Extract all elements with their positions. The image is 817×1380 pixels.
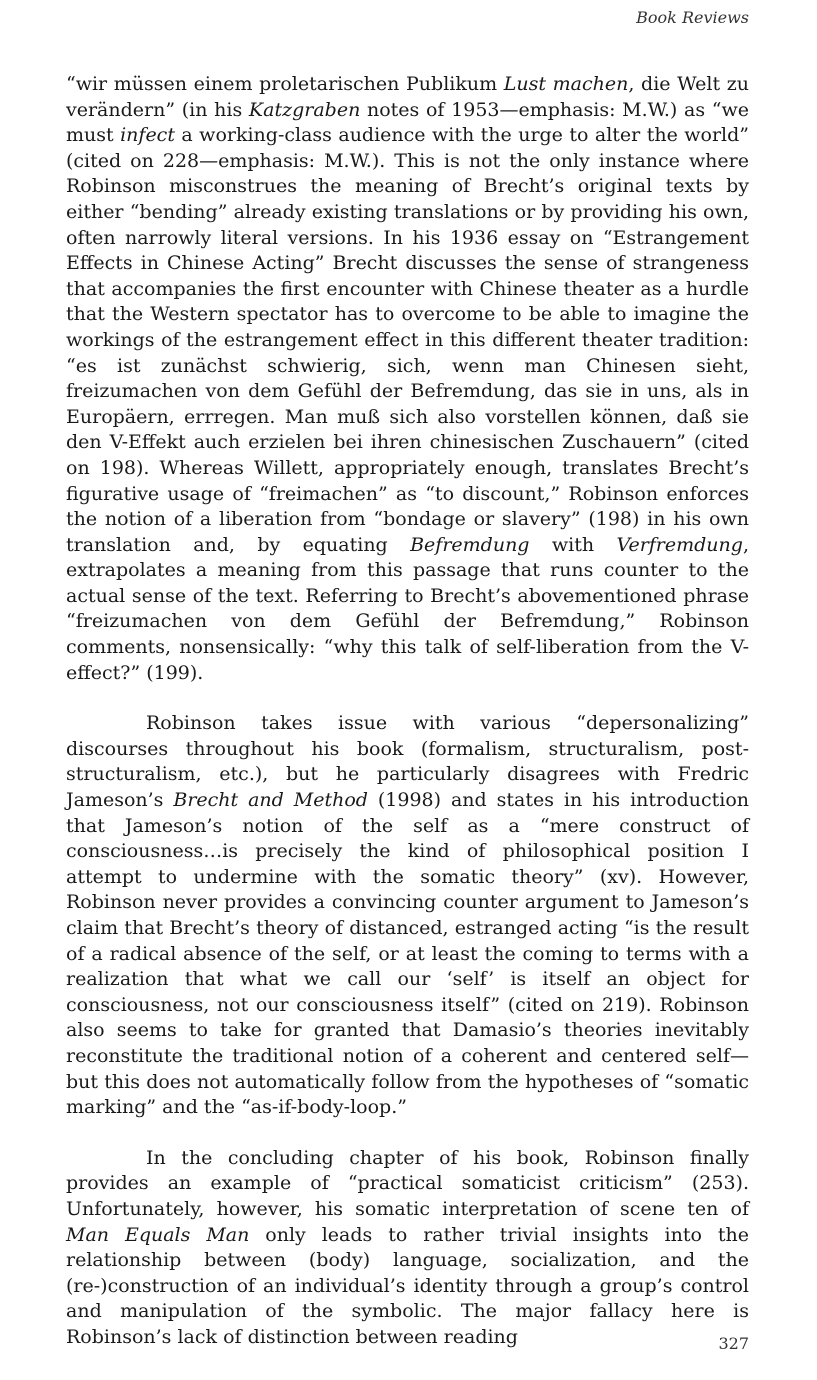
text-run: Robinson takes issue with various “depersonalizing” discourses throughout his book (formalism, structuralism, post-structuralism, etc.), but he particularly disagrees with Fredric Jameson’s bbox=[66, 712, 749, 812]
paragraph-3 bbox=[66, 1146, 749, 1351]
text-run: with bbox=[529, 533, 617, 556]
running-head: Book Reviews bbox=[636, 8, 749, 27]
italic-run: Befremdung bbox=[410, 533, 530, 556]
text-run: In the concluding chapter of his book, Robinson finally provides an example of “practical somaticist criticism” (253). Unfortunately, however, his somatic interpretation of scene ten of bbox=[66, 1146, 749, 1220]
text-run: only leads to rather trivial insights into the relationship between (body) language, socialization, and the (re-)construction of an individual’s identity through a group’s control and manipulation of the symbolic. The major fallacy here is Robinson’s lack of distinction between reading bbox=[66, 1223, 749, 1348]
italic-run: Man Equals Man bbox=[66, 1223, 250, 1246]
text-run: (1998) and states in his introduction that Jameson’s notion of the self as a “mere construct of consciousness…is precisely the kind of philosophical position I attempt to undermine with the somatic theory” (xv). However, Robinson never provides a convincing counter argument to Jameson’s claim that Brecht’s theory of distanced, estranged acting “is the result of a radical absence of the self, or at least the coming to terms with a realization that what we call our ‘self’ is itself an object for consciousness, not our consciousness itself” (cited on 219). Robinson also seems to take for granted that Damasio’s theories inevitably reconstitute the traditional notion of a coherent and centered self—but this does not automatically follow from the hypotheses of “somatic marking” and the “as-if-body-loop.” bbox=[66, 789, 750, 1119]
text-run: a working-class audience with the urge to alter the world” (cited on 228—emphasis: M.W.). This is not the only instance where Robinson misconstrues the meaning of Brecht’s original texts by either “bending” already existing translations or by providing his own, often narrowly literal versions. In his 1936 essay on “Estrangement Effects in Chinese Acting” Brecht discusses the sense of strangeness that accompanies the first encounter with Chinese theater as a hurdle that the Western spectator has to overcome to be able to imagine the workings of the estrangement effect in this different theater tradition: “es ist zunächst schwierig, sich, wenn man Chinesen sieht, freizumachen von dem Gefühl der Befremdung, das sie in uns, als in Europäern, errregen. Man muß sich also vorstellen können, daß sie den V-Effekt auch erzielen bei ihren chinesischen Zuschauern” (cited on 198). Whereas Willett, appropriately enough, translates Brecht’s figurative usage of “freimachen” as “to discount,” Robinson enforces the notion of a liberation from “bondage or slavery” (198) in his own translation and, by equating bbox=[66, 124, 749, 556]
italic-run: infect bbox=[120, 124, 175, 147]
paragraph-2 bbox=[66, 711, 749, 1121]
italic-run: Lust machen bbox=[503, 73, 629, 95]
paragraph-1 bbox=[66, 72, 749, 686]
text-run: , extrapolates a meaning from this passage that runs counter to the actual sense of the text. Referring to Brecht’s abovementioned phrase “freizumachen von dem Gefühl der Befremdung,” Robinson comments, nonsensically: “why this talk of self-liberation from the V-effect?” (199). bbox=[66, 533, 749, 684]
page-number: 327 bbox=[718, 1334, 749, 1353]
text-run: “wir müssen einem proletarischen Publikum bbox=[66, 73, 504, 95]
italic-run: Brecht and Method bbox=[173, 789, 368, 812]
body-text bbox=[66, 72, 749, 1351]
text-run: notes of 1953—emphasis: M.W.) as “we must bbox=[66, 98, 749, 147]
italic-run: Verfremdung bbox=[616, 533, 743, 556]
text-run: , die Welt zu verändern” (in his bbox=[66, 73, 750, 121]
italic-run: Katzgraben bbox=[248, 98, 361, 121]
